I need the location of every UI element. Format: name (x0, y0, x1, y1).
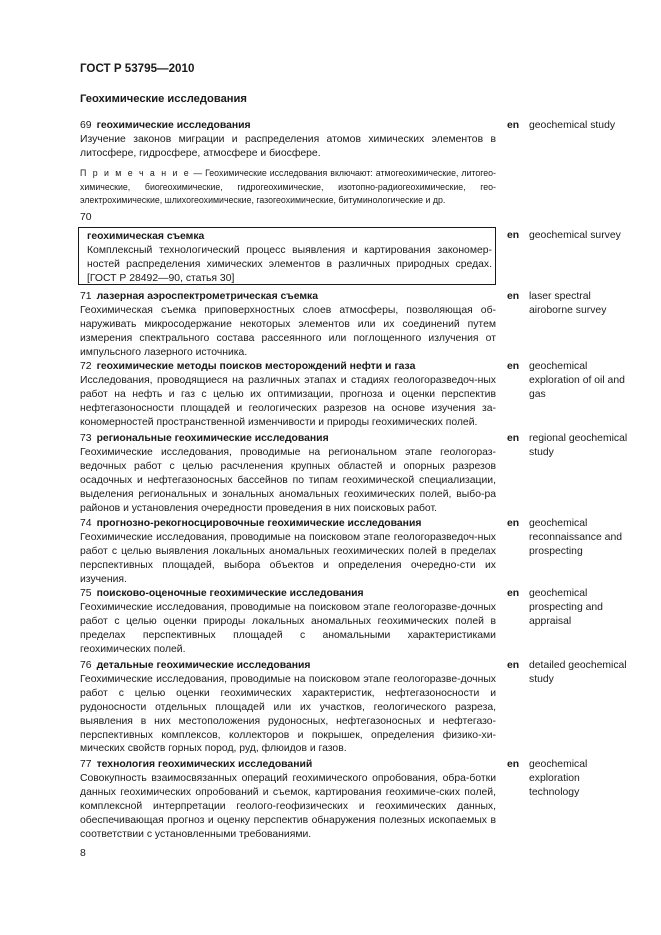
term-title: прогнозно-рекогносцировочные геохимические исследования (96, 518, 422, 529)
term-title: геохимические методы поисков месторождений нефти и газа (96, 361, 416, 372)
term-definition: Совокупность взаимосвязанных операций геохимического опробования, обра-ботки данных геохимических опробований и съемок, картирования геохимиче-ских полей, комплексной интерпретации геолого-геофизических и геохимических данных, обеспечивающая прогноз и оценку перспектив обнаружения полезных ископаемых в соответствии с установленными требованиями. (80, 772, 496, 840)
term-definition: Геохимические исследования, проводимые на поисковом этапе геологоразве-дочных работ с целью оценки природы локальных аномальных геохимических полей в пределах перспективных площадей с аномальными характеристиками геохимических полей. (80, 601, 496, 655)
english-equivalent: geochemical study (529, 120, 616, 131)
english-equivalent: geochemical prospecting and appraisal (529, 588, 603, 627)
term-entry-73 (80, 432, 496, 515)
language-code: en (507, 291, 520, 302)
note-label: П р и м е ч а н и е (80, 168, 191, 178)
term-title: лазерная аэроспектрометрическая съемка (96, 291, 319, 302)
english-equivalent: geochemical exploration of oil and gas (529, 361, 625, 400)
term-entry-74 (80, 517, 496, 587)
term-note (80, 167, 496, 208)
term-definition: Геохимическая съемка приповерхностных слоев атмосферы, позволяющая об-наруживать микросодержание некоторых элементов или их соединений путем измерения спектрального состава рассеянного или поглощенного излучения от импульсного лазерного источника. (80, 304, 496, 358)
term-entry-75 (80, 587, 496, 657)
page-number: 8 (80, 848, 86, 859)
term-number: 74 (80, 518, 92, 529)
term-definition: Исследования, проводящиеся на различных этапах и стадиях геологоразведоч-ных работ на нефть и газ с целью их оптимизации, прогноза и оценки перспектив нефтегазоносности площадей и геологических разрезов на основе изучения за-кономерностей пространственной изменчивости и природы геохимических полей. (80, 374, 496, 428)
english-equivalent: geochemical survey (529, 230, 621, 241)
language-code: en (507, 588, 520, 599)
term-entry-76 (80, 659, 496, 756)
term-entry-70-frame (78, 227, 496, 285)
language-code: en (507, 518, 520, 529)
term-number: 73 (80, 433, 92, 444)
term-title: геохимическая съемка (87, 231, 205, 242)
term-title: технология геохимических исследований (96, 759, 313, 770)
language-code: en (507, 660, 520, 671)
term-number: 70 (80, 212, 92, 223)
language-code: en (507, 433, 520, 444)
english-equivalent: laser spectral airoborne survey (529, 291, 607, 316)
english-equivalent: detailed geochemical study (529, 660, 627, 685)
term-definition: Геохимические исследования, проводимые на региональном этапе геологораз-ведочных работ с целью расчленения крупных областей и опорных разрезов осадочных и нефтегазоносных бассейнов по типам геохимической специализации, выделения региональных и зональных аномальных геохимических полей, выбо-ра районов и установления очередности проведения в них поисковых работ. (80, 446, 496, 514)
standard-designation: ГОСТ Р 53795—2010 (80, 62, 195, 75)
term-title: детальные геохимические исследования (96, 660, 311, 671)
language-code: en (507, 120, 520, 131)
english-equivalent: geochemical exploration technology (529, 759, 588, 798)
term-number: 71 (80, 291, 92, 302)
term-definition: Геохимические исследования, проводимые на поисковом этапе геологоразве-дочных работ с целью оценки геохимических характеристик, нефтегазоносности и рудоносности отдельных площадей или их участков, геологического разреза, выявления в них местоположения рудоносных, нефтегазоносных и нефтегазо-перспективных комплексов, коллекторов и покрышек, определения физико-хи-мических свойств горных пород, руд, флюидов и газов. (80, 673, 496, 755)
term-number: 75 (80, 588, 92, 599)
english-equivalent: regional geochemical study (529, 433, 628, 458)
term-entry-71 (80, 290, 496, 360)
language-code: en (507, 361, 520, 372)
language-code: en (507, 230, 520, 241)
term-number: 77 (80, 759, 92, 770)
term-entry-77 (80, 758, 496, 841)
language-code: en (507, 759, 520, 770)
term-title: геохимические исследования (96, 120, 251, 131)
term-entry-72 (80, 360, 496, 430)
term-title: региональные геохимические исследования (96, 433, 329, 444)
term-title: поисково-оценочные геохимические исследования (96, 588, 364, 599)
term-definition: Комплексный технологический процесс выявления и картирования закономер-ностей распределения химических элементов в различных природных средах. [ГОСТ Р 28492—90, статья 30] (87, 244, 492, 284)
term-definition: Изучение законов миграции и распределения атомов химических элементов в литосфере, гидросфере, атмосфере и биосфере. (80, 133, 496, 159)
english-equivalent: geochemical reconnaissance and prospecting (529, 518, 623, 557)
note-text: — Геохимические исследования включают: атмогеохимические, литогео-химические, биогеохимические, гидрогеохимические, изотопно-радиогеохимические, гео-электрохимические, шлихогеохимические, газогеохимические, битуминологические и др. (80, 168, 496, 206)
term-number: 76 (80, 660, 92, 671)
term-number: 69 (80, 120, 92, 131)
term-definition: Геохимические исследования, проводимые на поисковом этапе геологоразведоч-ных работ с целью выявления локальных аномальных геохимических полей в пределах перспективных площадей, выбора объектов и определения очередно-сти их изучения. (80, 531, 496, 585)
term-number: 72 (80, 361, 92, 372)
section-title: Геохимические исследования (80, 93, 247, 105)
term-entry-69 (80, 119, 496, 161)
